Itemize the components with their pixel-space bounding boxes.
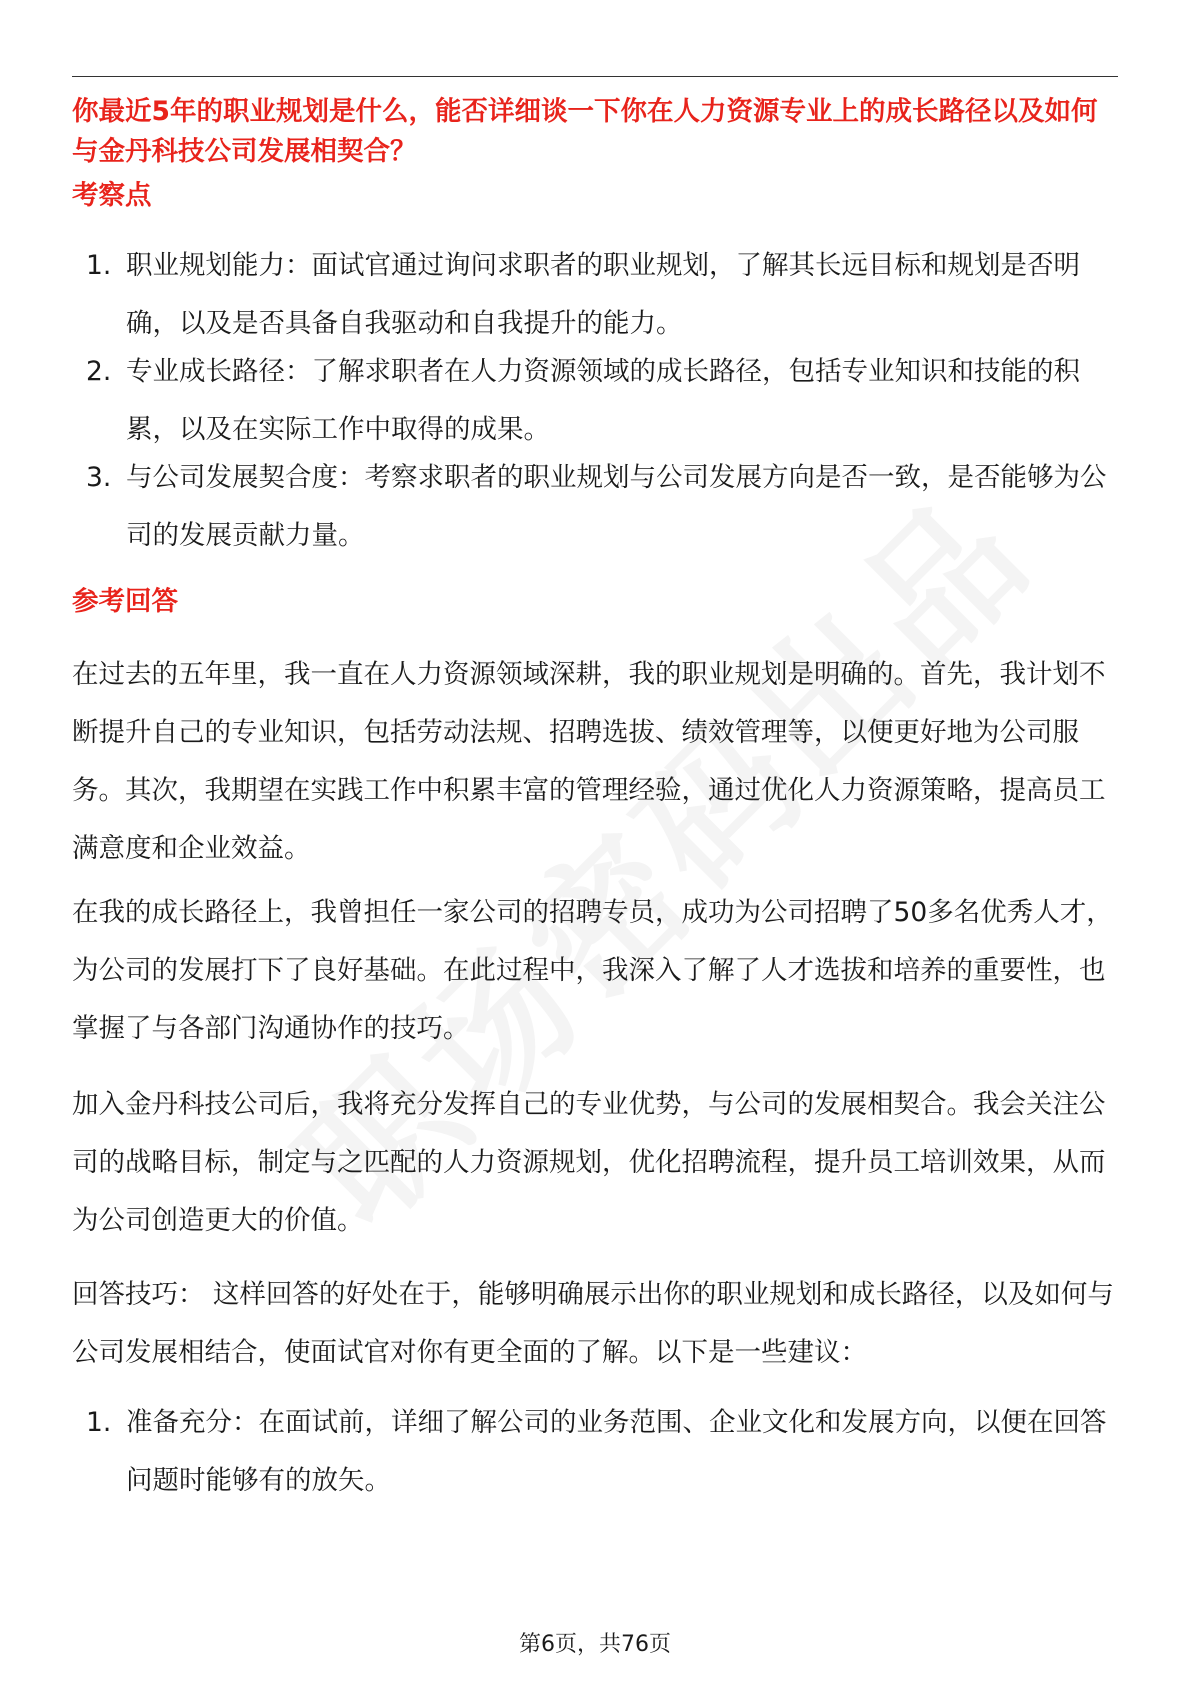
- answer-heading: 参考回答: [72, 586, 178, 617]
- list-text: 专业成长路径：了解求职者在人力资源领域的成长路径，包括专业知识和技能的积累，以及在实际工作中取得的成果。: [126, 356, 1080, 445]
- list-item: [72, 237, 1118, 353]
- list-number: 2.: [86, 356, 112, 387]
- list-text: 职业规划能力：面试官通过询问求职者的职业规划，了解其长远目标和规划是否明确，以及是否具备自我驱动和自我提升的能力。: [126, 250, 1080, 339]
- list-number: 1.: [86, 250, 112, 281]
- question-title: 你最近5年的职业规划是什么，能否详细谈一下你在人力资源专业上的成长路径以及如何与金丹科技公司发展相契合？: [72, 96, 1098, 167]
- tips-list: [72, 1394, 1118, 1510]
- examination-list: [72, 237, 1118, 565]
- top-divider: [72, 76, 1118, 77]
- examination-heading: 考察点: [72, 180, 152, 211]
- answer-paragraph: 加入金丹科技公司后，我将充分发挥自己的专业优势，与公司的发展相契合。我会关注公司的战略目标，制定与之匹配的人力资源规划，优化招聘流程，提升员工培训效果，从而为公司创造更大的价值。: [72, 1089, 1106, 1236]
- list-number: 1.: [86, 1407, 112, 1438]
- list-text: 与公司发展契合度：考察求职者的职业规划与公司发展方向是否一致，是否能够为公司的发展贡献力量。: [126, 462, 1107, 551]
- list-number: 3.: [86, 462, 112, 493]
- list-item: [72, 449, 1118, 565]
- list-item: [72, 343, 1118, 459]
- page-number-footer: 第6页，共76页: [519, 1632, 671, 1657]
- list-item: [72, 1394, 1118, 1510]
- list-text: 准备充分：在面试前，详细了解公司的业务范围、企业文化和发展方向，以便在回答问题时能够有的放矢。: [126, 1407, 1107, 1496]
- tips-paragraph: 回答技巧： 这样回答的好处在于，能够明确展示出你的职业规划和成长路径，以及如何与公司发展相结合，使面试官对你有更全面的了解。以下是一些建议：: [72, 1279, 1114, 1368]
- answer-paragraph: 在过去的五年里，我一直在人力资源领域深耕，我的职业规划是明确的。首先，我计划不断提升自己的专业知识，包括劳动法规、招聘选拔、绩效管理等，以便更好地为公司服务。其次，我期望在实践工作中积累丰富的管理经验，通过优化人力资源策略，提高员工满意度和企业效益。: [72, 659, 1106, 864]
- answer-paragraph: 在我的成长路径上，我曾担任一家公司的招聘专员，成功为公司招聘了50多名优秀人才，为公司的发展打下了良好基础。在此过程中，我深入了解了人才选拔和培养的重要性，也掌握了与各部门沟通协作的技巧。: [72, 897, 1113, 1044]
